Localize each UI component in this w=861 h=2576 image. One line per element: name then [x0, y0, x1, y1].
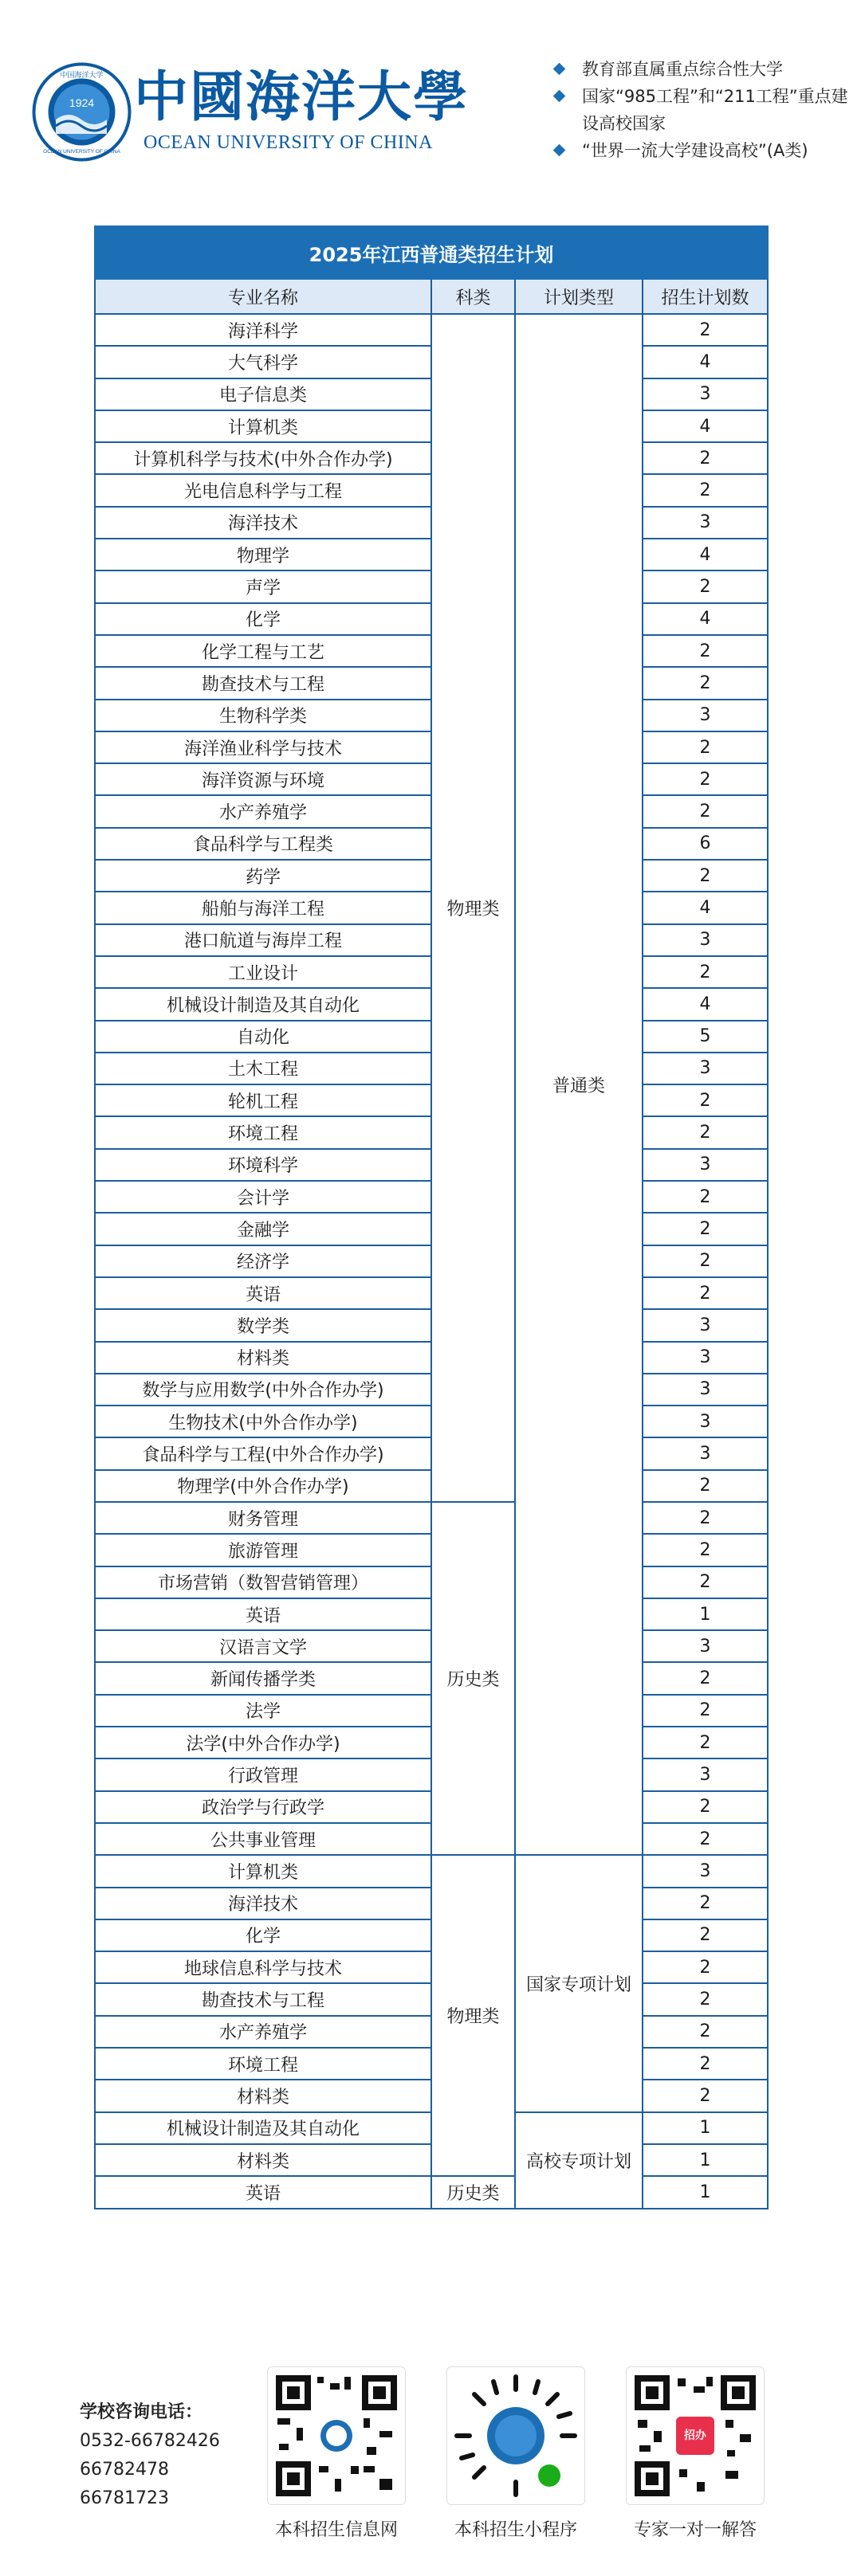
major-cell: 法学(中外合作办学): [95, 1727, 431, 1759]
plan-count-cell: 2: [643, 2080, 768, 2111]
plan-count-cell: 2: [643, 1116, 768, 1148]
major-cell: 轮机工程: [95, 1084, 431, 1116]
major-cell: 食品科学与工程类: [95, 828, 431, 860]
plan-count-cell: 2: [643, 1277, 768, 1309]
seal-text-top: 中国海洋大学: [60, 72, 104, 80]
major-cell: 工业设计: [95, 956, 431, 988]
qr-caption: 本科招生信息网: [274, 2520, 398, 2540]
major-cell: 机械设计制造及其自动化: [95, 2112, 431, 2144]
diamond-bullet-icon: [553, 63, 566, 76]
major-cell: 药学: [95, 860, 431, 892]
table-row: [95, 2176, 768, 2208]
qr-code-expert[interactable]: [622, 2366, 769, 2541]
major-cell: 金融学: [95, 1213, 431, 1245]
major-cell: 食品科学与工程(中外合作办学): [95, 1437, 431, 1469]
subject-category-cell: 历史类: [431, 2176, 515, 2208]
slogan-item: 国家“985工程”和“211工程”重点建设高校国家: [550, 83, 853, 137]
major-cell: 海洋技术: [95, 507, 431, 539]
plan-count-cell: 3: [643, 1374, 768, 1406]
major-cell: 市场营销（数智营销管理）: [95, 1566, 431, 1598]
plan-count-cell: 2: [643, 314, 768, 346]
major-cell: 声学: [95, 570, 431, 602]
miniprogram-code-icon: [447, 2367, 584, 2504]
major-cell: 材料类: [95, 1342, 431, 1374]
plan-count-cell: 2: [643, 1919, 768, 1951]
admission-plan-table: [94, 225, 769, 2209]
plan-count-cell: 3: [643, 1053, 768, 1084]
major-cell: 计算机类: [95, 410, 431, 442]
major-cell: 公共事业管理: [95, 1823, 431, 1855]
plan-count-cell: 2: [643, 1213, 768, 1245]
header: [0, 0, 861, 199]
major-cell: 勘查技术与工程: [95, 1983, 431, 2015]
plan-count-cell: 2: [643, 2016, 768, 2048]
major-cell: 海洋渔业科学与技术: [95, 731, 431, 763]
plan-type-cell: 普通类: [515, 314, 643, 1855]
major-cell: 会计学: [95, 1181, 431, 1213]
major-cell: 法学: [95, 1695, 431, 1727]
plan-count-cell: 2: [643, 1181, 768, 1213]
major-cell: 数学与应用数学(中外合作办学): [95, 1374, 431, 1406]
major-cell: 物理学(中外合作办学): [95, 1470, 431, 1502]
plan-type-cell: 国家专项计划: [515, 1855, 643, 2111]
plan-count-cell: 2: [643, 1534, 768, 1566]
plan-count-cell: 2: [643, 667, 768, 699]
plan-count-cell: 2: [643, 1727, 768, 1759]
major-cell: 化学: [95, 1919, 431, 1951]
university-name-en: OCEAN UNIVERSITY OF CHINA: [144, 132, 433, 153]
qr-caption: 专家一对一解答: [633, 2520, 757, 2540]
major-cell: 自动化: [95, 1021, 431, 1053]
qr-pattern-icon: [268, 2367, 405, 2504]
subject-category-cell: 物理类: [431, 314, 515, 1502]
major-cell: 生物技术(中外合作办学): [95, 1406, 431, 1437]
university-seal-logo: [32, 62, 132, 162]
footer: [0, 2358, 861, 2576]
major-cell: 水产养殖学: [95, 795, 431, 827]
university-name-cn: 中國海洋大學: [134, 65, 470, 129]
plan-count-cell: 3: [643, 1342, 768, 1374]
plan-count-cell: 3: [643, 378, 768, 410]
contact-label: 学校咨询电话：: [80, 2402, 203, 2422]
plan-count-cell: 2: [643, 860, 768, 892]
expert-badge: 招办: [684, 2429, 706, 2442]
major-cell: 海洋技术: [95, 1888, 431, 1919]
plan-count-cell: 3: [643, 1759, 768, 1790]
plan-count-cell: 2: [643, 1791, 768, 1823]
diamond-bullet-icon: [553, 144, 566, 157]
plan-count-cell: 1: [643, 2144, 768, 2176]
major-cell: 化学工程与工艺: [95, 635, 431, 667]
plan-count-cell: 2: [643, 956, 768, 988]
subject-category-cell: 物理类: [431, 1855, 515, 2176]
plan-count-cell: 1: [643, 2112, 768, 2144]
plan-count-cell: 3: [643, 700, 768, 731]
major-cell: 英语: [95, 1598, 431, 1630]
subject-category-cell: 历史类: [431, 1502, 515, 1855]
major-cell: 新闻传播学类: [95, 1662, 431, 1694]
major-cell: 化学: [95, 603, 431, 635]
seal-text-bottom: OCEAN UNIVERSITY OF CHINA: [43, 149, 120, 155]
major-cell: 汉语言文学: [95, 1630, 431, 1662]
column-header-plan-type: 计划类型: [515, 279, 643, 314]
plan-count-cell: 2: [643, 1245, 768, 1277]
table-row: [95, 1502, 768, 1534]
major-cell: 生物科学类: [95, 700, 431, 731]
column-header-major: 专业名称: [95, 279, 431, 314]
table-body: [95, 314, 768, 2209]
plan-count-cell: 3: [643, 507, 768, 539]
phone-number: 0532-66782426: [80, 2431, 220, 2451]
plan-count-cell: 2: [643, 795, 768, 827]
plan-count-cell: 2: [643, 1888, 768, 1919]
plan-count-cell: 3: [643, 1437, 768, 1469]
plan-count-cell: 3: [643, 1149, 768, 1181]
plan-count-cell: 2: [643, 1502, 768, 1534]
plan-count-cell: 4: [643, 892, 768, 923]
major-cell: 海洋科学: [95, 314, 431, 346]
major-cell: 数学类: [95, 1309, 431, 1341]
plan-count-cell: 2: [643, 570, 768, 602]
major-cell: 英语: [95, 1277, 431, 1309]
major-cell: 旅游管理: [95, 1534, 431, 1566]
phone-number: 66782478: [80, 2460, 169, 2480]
major-cell: 材料类: [95, 2144, 431, 2176]
plan-count-cell: 2: [643, 1566, 768, 1598]
plan-count-cell: 2: [643, 635, 768, 667]
plan-count-cell: 4: [643, 539, 768, 570]
plan-count-cell: 4: [643, 410, 768, 442]
contact-info: [80, 2398, 220, 2513]
major-cell: 物理学: [95, 539, 431, 570]
phone-number: 66781723: [80, 2488, 169, 2508]
major-cell: 政治学与行政学: [95, 1791, 431, 1823]
admission-plan-table-container: [94, 225, 767, 2209]
plan-count-cell: 4: [643, 603, 768, 635]
major-cell: 行政管理: [95, 1759, 431, 1790]
plan-count-cell: 2: [643, 1470, 768, 1502]
plan-count-cell: 3: [643, 1406, 768, 1437]
major-cell: 土木工程: [95, 1053, 431, 1084]
plan-count-cell: 5: [643, 1021, 768, 1053]
table-row: [95, 314, 768, 346]
major-cell: 环境工程: [95, 2048, 431, 2080]
major-cell: 地球信息科学与技术: [95, 1951, 431, 1983]
major-cell: 英语: [95, 2176, 431, 2208]
major-cell: 水产养殖学: [95, 2016, 431, 2048]
major-cell: 光电信息科学与工程: [95, 474, 431, 506]
major-cell: 经济学: [95, 1245, 431, 1277]
major-cell: 港口航道与海岸工程: [95, 924, 431, 956]
plan-count-cell: 2: [643, 1084, 768, 1116]
plan-count-cell: 6: [643, 828, 768, 860]
qr-caption: 本科招生小程序: [454, 2520, 577, 2540]
plan-count-cell: 3: [643, 1855, 768, 1887]
major-cell: 计算机科学与技术(中外合作办学): [95, 442, 431, 474]
plan-count-cell: 4: [643, 346, 768, 378]
major-cell: 计算机类: [95, 1855, 431, 1887]
qr-code-miniprogram[interactable]: [442, 2366, 589, 2541]
major-cell: 环境科学: [95, 1149, 431, 1181]
table-title: 2025年江西普通类招生计划: [95, 226, 768, 279]
major-cell: 大气科学: [95, 346, 431, 378]
plan-count-cell: 2: [643, 442, 768, 474]
major-cell: 财务管理: [95, 1502, 431, 1534]
column-header-count: 招生计划数: [643, 279, 768, 314]
plan-count-cell: 2: [643, 474, 768, 506]
major-cell: 海洋资源与环境: [95, 763, 431, 795]
column-header-subject: 科类: [431, 279, 515, 314]
table-row: [95, 1855, 768, 1887]
major-cell: 机械设计制造及其自动化: [95, 988, 431, 1020]
plan-count-cell: 2: [643, 2048, 768, 2080]
qr-code-image: [446, 2366, 585, 2505]
table-header-row: [95, 279, 768, 314]
plan-type-cell: 高校专项计划: [515, 2112, 643, 2209]
slogan-item: “世界一流大学建设高校”(A类): [550, 137, 853, 164]
plan-count-cell: 2: [643, 1695, 768, 1727]
major-cell: 勘查技术与工程: [95, 667, 431, 699]
major-cell: 电子信息类: [95, 378, 431, 410]
plan-count-cell: 2: [643, 1983, 768, 2015]
slogan-item: 教育部直属重点综合性大学: [550, 56, 853, 83]
plan-count-cell: 2: [643, 763, 768, 795]
plan-count-cell: 3: [643, 924, 768, 956]
major-cell: 环境工程: [95, 1116, 431, 1148]
qr-code-website[interactable]: [263, 2366, 410, 2541]
plan-count-cell: 3: [643, 1630, 768, 1662]
plan-count-cell: 2: [643, 1951, 768, 1983]
plan-count-cell: 4: [643, 988, 768, 1020]
qr-code-image: [267, 2366, 406, 2505]
plan-count-cell: 1: [643, 2176, 768, 2208]
plan-count-cell: 3: [643, 1309, 768, 1341]
plan-count-cell: 2: [643, 1823, 768, 1855]
major-cell: 材料类: [95, 2080, 431, 2111]
plan-count-cell: 2: [643, 1662, 768, 1694]
major-cell: 船舶与海洋工程: [95, 892, 431, 923]
qr-code-image: [626, 2366, 765, 2505]
diamond-bullet-icon: [553, 90, 566, 103]
seal-year: 1924: [69, 96, 95, 109]
plan-count-cell: 2: [643, 731, 768, 763]
slogan-list: [550, 56, 853, 164]
plan-count-cell: 1: [643, 1598, 768, 1630]
